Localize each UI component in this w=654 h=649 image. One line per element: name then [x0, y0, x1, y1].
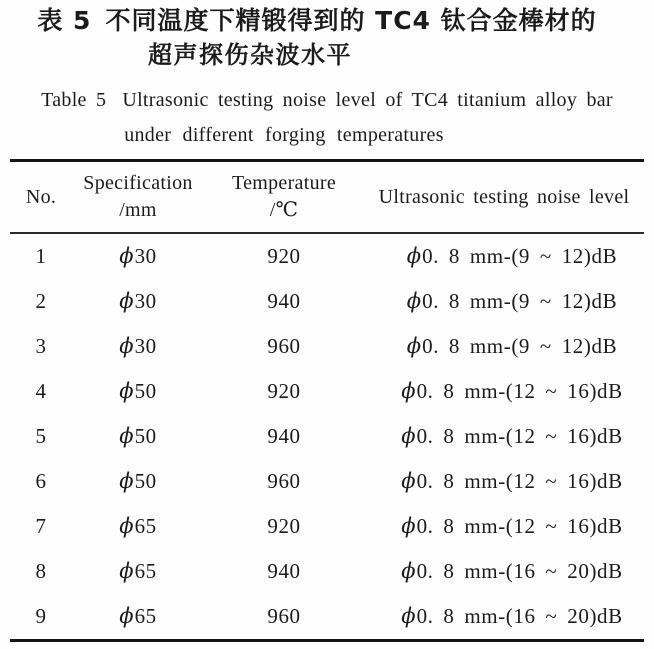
cell-noise-level	[364, 334, 644, 359]
phi-symbol: ϕ	[119, 559, 134, 583]
cell-no: 7	[35, 514, 47, 538]
cell-temperature: 940	[267, 559, 301, 583]
table-caption-en-line2: under different forging temperatures	[124, 124, 444, 146]
column-header-label: Ultrasonic testing noise level	[378, 185, 630, 208]
table-row	[10, 549, 644, 594]
cell-temperature: 920	[267, 244, 301, 268]
cell-temperature: 960	[267, 469, 301, 493]
phi-symbol: ϕ	[401, 424, 416, 448]
column-header-specification	[72, 162, 204, 232]
cell-specification	[72, 334, 204, 359]
cell-no: 3	[35, 334, 47, 358]
column-header-temperature	[204, 162, 364, 232]
column-header-unit: /mm	[119, 199, 157, 221]
column-header-label: Specification	[83, 172, 193, 194]
cell-temperature: 960	[267, 604, 301, 628]
cell-no: 4	[35, 379, 47, 403]
cell-specification-value: 65	[134, 604, 157, 628]
phi-symbol: ϕ	[401, 514, 416, 538]
cell-noise-level-value: 0. 8 mm-(9 ~ 12)dB	[422, 244, 618, 268]
table-caption-en	[0, 86, 654, 114]
phi-symbol: ϕ	[119, 514, 134, 538]
column-header-noise-level	[364, 162, 644, 232]
cell-noise-level-value: 0. 8 mm-(12 ~ 16)dB	[416, 424, 623, 448]
cell-specification	[72, 244, 204, 269]
cell-noise-level-value: 0. 8 mm-(16 ~ 20)dB	[416, 604, 623, 628]
cell-noise-level-value: 0. 8 mm-(9 ~ 12)dB	[422, 289, 618, 313]
column-header-label: Temperature	[231, 172, 337, 194]
cell-specification-value: 65	[134, 514, 157, 538]
cell-specification	[72, 424, 204, 449]
cell-specification-value: 50	[134, 424, 157, 448]
cell-no: 1	[35, 244, 47, 268]
table-number-en: Table 5	[41, 89, 107, 111]
cell-noise-level-value: 0. 8 mm-(12 ~ 16)dB	[416, 514, 623, 538]
phi-symbol: ϕ	[119, 424, 134, 448]
cell-noise-level-value: 0. 8 mm-(12 ~ 16)dB	[416, 469, 623, 493]
phi-symbol: ϕ	[401, 469, 416, 493]
table-row	[10, 369, 644, 414]
cell-specification	[72, 604, 204, 629]
cell-no: 9	[35, 604, 47, 628]
phi-symbol: ϕ	[401, 379, 416, 403]
table-body	[10, 234, 644, 639]
cell-specification-value: 30	[134, 334, 157, 358]
cell-temperature: 920	[267, 514, 301, 538]
table-row	[10, 234, 644, 279]
cell-noise-level	[364, 424, 644, 449]
cell-noise-level-value: 0. 8 mm-(9 ~ 12)dB	[422, 334, 618, 358]
cell-no: 8	[35, 559, 47, 583]
column-header-unit: /℃	[269, 199, 299, 221]
table-caption-cn-line2: 超声探伤杂波水平	[148, 41, 352, 69]
phi-symbol: ϕ	[119, 334, 134, 358]
data-table	[10, 159, 644, 642]
phi-symbol: ϕ	[406, 289, 422, 313]
phi-symbol: ϕ	[119, 469, 134, 493]
cell-noise-level	[364, 379, 644, 404]
table-row	[10, 324, 644, 369]
cell-specification-value: 30	[134, 289, 157, 313]
table-row	[10, 414, 644, 459]
cell-noise-level-value: 0. 8 mm-(16 ~ 20)dB	[416, 559, 623, 583]
cell-noise-level	[364, 289, 644, 314]
phi-symbol: ϕ	[401, 604, 416, 628]
table-row	[10, 504, 644, 549]
cell-specification	[72, 379, 204, 404]
table-number-cn: 表 5	[37, 6, 92, 35]
phi-symbol: ϕ	[119, 289, 134, 313]
table-row	[10, 279, 644, 324]
cell-specification-value: 30	[134, 244, 157, 268]
table-row	[10, 594, 644, 639]
cell-specification-value: 65	[134, 559, 157, 583]
cell-noise-level	[364, 244, 644, 269]
cell-noise-level	[364, 514, 644, 539]
cell-specification	[72, 514, 204, 539]
cell-no: 5	[35, 424, 47, 448]
cell-noise-level	[364, 604, 644, 629]
cell-noise-level-value: 0. 8 mm-(12 ~ 16)dB	[416, 379, 623, 403]
cell-no: 6	[35, 469, 47, 493]
cell-specification	[72, 289, 204, 314]
column-header-label: No.	[25, 185, 57, 208]
table-caption-cn	[0, 5, 634, 37]
cell-specification-value: 50	[134, 379, 157, 403]
table-caption-cn-text: 不同温度下精锻得到的 TC4 钛合金棒材的	[105, 6, 597, 35]
phi-symbol: ϕ	[119, 379, 134, 403]
phi-symbol: ϕ	[406, 334, 422, 358]
cell-noise-level	[364, 559, 644, 584]
table-header-row	[10, 162, 644, 232]
cell-no: 2	[35, 289, 47, 313]
cell-temperature: 920	[267, 379, 301, 403]
cell-specification	[72, 559, 204, 584]
cell-temperature: 940	[267, 289, 301, 313]
table-row	[10, 459, 644, 504]
phi-symbol: ϕ	[401, 559, 416, 583]
phi-symbol: ϕ	[406, 244, 422, 268]
cell-specification-value: 50	[134, 469, 157, 493]
cell-temperature: 940	[267, 424, 301, 448]
phi-symbol: ϕ	[119, 244, 134, 268]
phi-symbol: ϕ	[119, 604, 134, 628]
cell-temperature: 960	[267, 334, 301, 358]
table-caption-en-text: Ultrasonic testing noise level of TC4 titanium alloy bar	[122, 89, 613, 111]
cell-specification	[72, 469, 204, 494]
table-bottom-rule	[10, 639, 644, 642]
cell-noise-level	[364, 469, 644, 494]
column-header-no	[10, 162, 72, 232]
